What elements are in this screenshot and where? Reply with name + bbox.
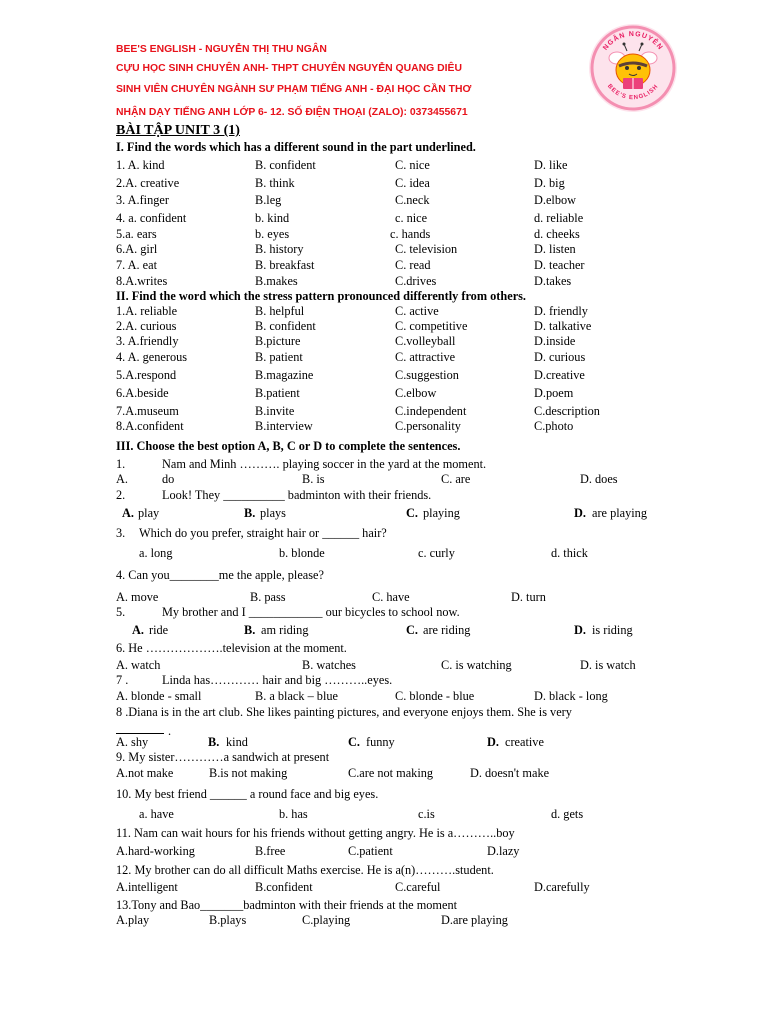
question-7-options: [0, 689, 768, 705]
q5-option-a[interactable]: A.: [132, 623, 144, 637]
question-6-options: [0, 658, 768, 674]
q6-option-a[interactable]: A. watch: [116, 658, 161, 672]
question-13: 13.Tony and Bao_______badminton with their friends at the moment: [116, 898, 458, 912]
s2-question-6-option-d[interactable]: D.poem: [534, 386, 574, 400]
q7-option-c[interactable]: C. blonde - blue: [395, 689, 475, 703]
s1-question-6-option-a[interactable]: 6.A. girl: [116, 242, 158, 256]
s1-question-5-option-a[interactable]: 5.a. ears: [116, 227, 157, 241]
question-9: 9. My sister…………a sandwich at present: [116, 750, 330, 764]
s2-question-6: [0, 386, 768, 402]
q12-option-b[interactable]: B.confident: [255, 880, 313, 894]
question-5-options: A. ride B. am riding C. are riding D. is riding: [132, 623, 633, 637]
s2-question-2: [0, 319, 768, 335]
question-5: 5. My brother and I ____________ our bicycles to school now.: [116, 605, 460, 619]
question-2: 2. Look! They __________ badminton with their friends.: [116, 488, 432, 502]
s1-question-7-option-a[interactable]: 7. A. eat: [116, 258, 157, 272]
q4-option-d[interactable]: D. turn: [511, 590, 546, 604]
s2-question-5-option-d[interactable]: D.creative: [534, 368, 585, 382]
s1-question-5: [0, 227, 768, 243]
q12-option-c[interactable]: C.careful: [395, 880, 441, 894]
q6-option-b[interactable]: B. watches: [302, 658, 356, 672]
question-1-options: A. do B. is C. are D. does: [116, 472, 618, 486]
question-10-options: [0, 807, 768, 823]
q13-option-d[interactable]: D.are playing: [441, 913, 508, 927]
s1-question-7-option-d[interactable]: D. teacher: [534, 258, 585, 272]
question-8-options: A. shy B. kind C. funny D. creative: [116, 735, 544, 749]
question-13-options: [0, 913, 768, 929]
q12-option-d[interactable]: D.carefully: [534, 880, 590, 894]
s1-question-3-option-d[interactable]: D.elbow: [534, 193, 577, 207]
s1-question-7-option-b[interactable]: B. breakfast: [255, 258, 315, 272]
s1-question-2-option-d[interactable]: D. big: [534, 176, 565, 190]
q13-option-a[interactable]: A.play: [116, 913, 150, 927]
q6-option-d[interactable]: D. is watch: [580, 658, 636, 672]
section-1-heading: I. Find the words which has a different sound in the part underlined.: [116, 140, 476, 154]
q5-option-b[interactable]: B.: [244, 623, 256, 637]
q6-option-c[interactable]: C. is watching: [441, 658, 512, 672]
s1-question-8-option-a[interactable]: 8.A.writes: [116, 274, 168, 288]
question-4: 4. Can you________me the apple, please?: [116, 568, 324, 582]
q2-option-d[interactable]: D.: [574, 506, 586, 520]
s2-question-4-option-a[interactable]: 4. A. generous: [116, 350, 188, 364]
s1-question-1-option-a[interactable]: 1. A. kind: [116, 158, 165, 172]
header-line-2: CỰU HỌC SINH CHUYÊN ANH- THPT CHUYÊN NGUYỄN QUANG DIÊU: [116, 63, 462, 74]
s1-question-6-option-c[interactable]: C. television: [395, 242, 458, 256]
s1-question-2: [0, 176, 768, 192]
q11-option-d[interactable]: D.lazy: [487, 844, 520, 858]
s2-question-1-option-a[interactable]: 1.A. reliable: [116, 304, 178, 318]
s1-question-8-option-b[interactable]: B.makes: [255, 274, 298, 288]
s1-question-4-option-c[interactable]: c. nice: [395, 211, 428, 225]
q5-option-c[interactable]: C.: [406, 623, 418, 637]
q1-option-a[interactable]: A.: [116, 472, 128, 486]
q1-option-b[interactable]: B. is: [302, 472, 325, 486]
q8-option-d[interactable]: D.: [487, 735, 499, 749]
q3-option-b[interactable]: b. blonde: [279, 546, 325, 560]
s1-question-8-option-d[interactable]: D.takes: [534, 274, 572, 288]
s2-question-8-option-d[interactable]: C.photo: [534, 419, 574, 433]
s1-question-4-option-d[interactable]: d. reliable: [534, 211, 584, 225]
s1-question-4-option-b[interactable]: b. kind: [255, 211, 290, 225]
header-line-3: SINH VIÊN CHUYÊN NGÀNH SƯ PHẠM TIẾNG ANH - ĐẠI HỌC CẦN THƠ: [116, 84, 472, 95]
s2-question-3-option-b[interactable]: B.picture: [255, 334, 301, 348]
header-line-4: NHẬN DẠY TIẾNG ANH LỚP 6- 12. SỐ ĐIỆN THOẠI (ZALO): 0373455671: [116, 107, 468, 118]
logo-bottom-text: BEE'S ENGLISH: [605, 83, 661, 102]
question-4-options: [0, 590, 768, 606]
s2-question-3-option-a[interactable]: 3. A.friendly: [116, 334, 179, 348]
s1-question-3-option-c[interactable]: C.neck: [395, 193, 430, 207]
q8-answer-blank[interactable]: [116, 733, 164, 734]
q13-option-b[interactable]: B.plays: [209, 913, 247, 927]
q7-option-a[interactable]: A. blonde - small: [116, 689, 202, 703]
s1-question-4: [0, 211, 768, 227]
s2-question-1-option-c[interactable]: C. active: [395, 304, 439, 318]
page-title: BÀI TẬP UNIT 3 (1): [116, 123, 240, 138]
s2-question-1-option-d[interactable]: D. friendly: [534, 304, 588, 318]
q11-option-a[interactable]: A.hard-working: [116, 844, 195, 858]
section-3-heading: III. Choose the best option A, B, C or D to complete the sentences.: [116, 439, 461, 453]
q12-option-a[interactable]: A.intelligent: [116, 880, 178, 894]
s1-question-1: [0, 158, 768, 174]
q9-option-a[interactable]: A.not make: [116, 766, 174, 780]
q7-option-b[interactable]: B. a black – blue: [255, 689, 338, 703]
q3-option-d[interactable]: d. thick: [551, 546, 588, 560]
s1-question-6: [0, 242, 768, 258]
logo-top-text: NGÂN NGUYỄN: [602, 30, 664, 52]
s1-question-2-option-a[interactable]: 2.A. creative: [116, 176, 180, 190]
s2-question-7: [0, 404, 768, 420]
q3-option-a[interactable]: a. long: [139, 546, 173, 560]
s2-question-3-option-c[interactable]: C.volleyball: [395, 334, 456, 348]
s1-question-3-option-a[interactable]: 3. A.finger: [116, 193, 169, 207]
s2-question-4: [0, 350, 768, 366]
q10-option-b[interactable]: b. has: [279, 807, 308, 821]
s2-question-4-option-b[interactable]: B. patient: [255, 350, 303, 364]
q13-option-c[interactable]: C.playing: [302, 913, 351, 927]
q7-option-d[interactable]: D. black - long: [534, 689, 608, 703]
s2-question-7-option-c[interactable]: C.independent: [395, 404, 467, 418]
header-line-1: BEE'S ENGLISH - NGUYỄN THỊ THU NGÂN: [116, 44, 327, 55]
s2-question-8: [0, 419, 768, 435]
s1-question-6-option-d[interactable]: D. listen: [534, 242, 576, 256]
s2-question-1: [0, 304, 768, 320]
s2-question-5: [0, 368, 768, 384]
s2-question-2-option-b[interactable]: B. confident: [255, 319, 316, 333]
s1-question-3: [0, 193, 768, 209]
question-3-options: [0, 546, 768, 562]
question-12: 12. My brother can do all difficult Maths exercise. He is a(n)……….student.: [116, 863, 494, 877]
s1-question-7: [0, 258, 768, 274]
question-11: 11. Nam can wait hours for his friends without getting angry. He is a………..boy: [116, 826, 515, 840]
section-2-heading: II. Find the word which the stress pattern pronounced differently from others.: [116, 289, 527, 303]
q2-option-a[interactable]: A.: [122, 506, 134, 520]
q8-option-c[interactable]: C.: [348, 735, 360, 749]
s1-question-1-option-b[interactable]: B. confident: [255, 158, 316, 172]
q9-option-d[interactable]: D. doesn't make: [470, 766, 550, 780]
s2-question-5-option-c[interactable]: C.suggestion: [395, 368, 459, 382]
q8-blank-period: .: [168, 724, 172, 738]
s2-question-3-option-d[interactable]: D.inside: [534, 334, 576, 348]
s2-question-1-option-b[interactable]: B. helpful: [255, 304, 305, 318]
q3-option-c[interactable]: c. curly: [418, 546, 455, 560]
s1-question-2-option-c[interactable]: C. idea: [395, 176, 430, 190]
s2-question-2-option-d[interactable]: D. talkative: [534, 319, 592, 333]
s1-question-1-option-d[interactable]: D. like: [534, 158, 568, 172]
s2-question-5-option-a[interactable]: 5.A.respond: [116, 368, 177, 382]
q10-option-c[interactable]: c.is: [418, 807, 435, 821]
q5-option-d[interactable]: D.: [574, 623, 586, 637]
bee-english-logo: [587, 22, 679, 114]
s2-question-7-option-a[interactable]: 7.A.museum: [116, 404, 179, 418]
q4-option-c[interactable]: C. have: [372, 590, 410, 604]
s2-question-7-option-b[interactable]: B.invite: [255, 404, 295, 418]
question-10: 10. My best friend ______ a round face and big eyes.: [116, 787, 379, 801]
q11-option-c[interactable]: C.patient: [348, 844, 393, 858]
s2-question-6-option-b[interactable]: B.patient: [255, 386, 300, 400]
q1-option-c[interactable]: C. are: [441, 472, 471, 486]
s1-question-5-option-b[interactable]: b. eyes: [255, 227, 290, 241]
q9-option-b[interactable]: B.is not making: [209, 766, 288, 780]
s2-question-6-option-c[interactable]: C.elbow: [395, 386, 437, 400]
s2-question-4-option-d[interactable]: D. curious: [534, 350, 586, 364]
s1-question-5-option-d[interactable]: d. cheeks: [534, 227, 580, 241]
s2-question-8-option-a[interactable]: 8.A.confident: [116, 419, 184, 433]
s1-question-4-option-a[interactable]: 4. a. confident: [116, 211, 187, 225]
q8-option-a[interactable]: A. shy: [116, 735, 149, 749]
q2-option-c[interactable]: C.: [406, 506, 418, 520]
s1-question-7-option-c[interactable]: C. read: [395, 258, 431, 272]
question-3: 3. Which do you prefer, straight hair or ______ hair?: [116, 526, 387, 540]
q9-option-c[interactable]: C.are not making: [348, 766, 434, 780]
s2-question-8-option-b[interactable]: B.interview: [255, 419, 313, 433]
s1-question-8-option-c[interactable]: C.drives: [395, 274, 437, 288]
s1-question-8: [0, 274, 768, 290]
q10-option-a[interactable]: a. have: [139, 807, 174, 821]
s2-question-5-option-b[interactable]: B.magazine: [255, 368, 314, 382]
s1-question-3-option-b[interactable]: B.leg: [255, 193, 282, 207]
s2-question-6-option-a[interactable]: 6.A.beside: [116, 386, 169, 400]
question-1: 1. Nam and Minh ………. playing soccer in the yard at the moment.: [116, 457, 487, 471]
question-7: 7 . Linda has………… hair and big ………..eyes.: [116, 673, 393, 687]
question-11-options: [0, 844, 768, 860]
q10-option-d[interactable]: d. gets: [551, 807, 584, 821]
q4-option-b[interactable]: B. pass: [250, 590, 286, 604]
q2-option-b[interactable]: B.: [244, 506, 256, 520]
s2-question-7-option-d[interactable]: C.description: [534, 404, 600, 418]
s2-question-2-option-c[interactable]: C. competitive: [395, 319, 468, 333]
question-12-options: [0, 880, 768, 896]
q4-option-a[interactable]: A. move: [116, 590, 159, 604]
s2-question-3: [0, 334, 768, 350]
s2-question-8-option-c[interactable]: C.personality: [395, 419, 461, 433]
question-9-options: [0, 766, 768, 782]
s2-question-2-option-a[interactable]: 2.A. curious: [116, 319, 177, 333]
q1-option-d[interactable]: D. does: [580, 472, 618, 486]
question-8: 8 .Diana is in the art club. She likes painting pictures, and everyone enjoys them. She is very: [116, 705, 572, 719]
question-6: 6. He ……………….television at the moment.: [116, 641, 347, 655]
s1-question-5-option-c[interactable]: c. hands: [390, 227, 431, 241]
s1-question-1-option-c[interactable]: C. nice: [395, 158, 430, 172]
q8-option-b[interactable]: B.: [208, 735, 220, 749]
s1-question-2-option-b[interactable]: B. think: [255, 176, 295, 190]
q11-option-b[interactable]: B.free: [255, 844, 286, 858]
question-2-options: A. play B. plays C. playing D. are playing: [122, 506, 647, 520]
s1-question-6-option-b[interactable]: B. history: [255, 242, 304, 256]
s2-question-4-option-c[interactable]: C. attractive: [395, 350, 456, 364]
